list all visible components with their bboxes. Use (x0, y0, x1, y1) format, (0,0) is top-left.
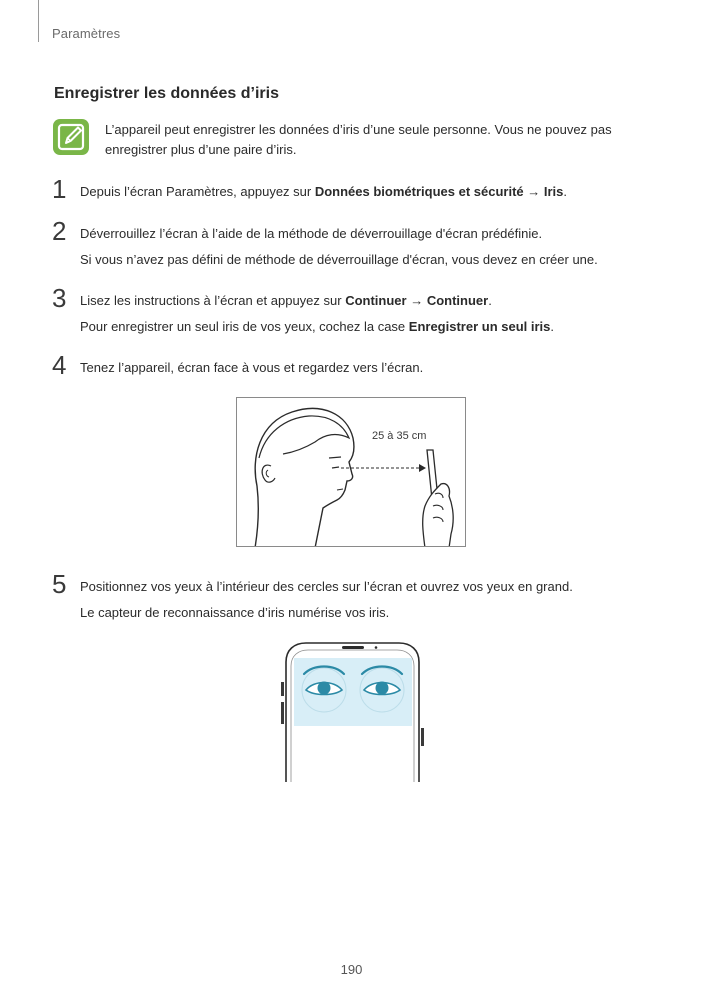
note-pencil-icon (52, 118, 90, 156)
step-3-line-2 (80, 318, 554, 336)
note-line-2: enregistrer plus d’une paire d’iris. (105, 142, 297, 157)
arrow-separator: → (523, 184, 544, 199)
step-number: 3 (52, 283, 67, 313)
header-title: Paramètres (52, 26, 121, 41)
arrow-separator: → (406, 293, 427, 308)
step-number: 4 (52, 350, 67, 380)
step-4-line-1: Tenez l’appareil, écran face à vous et regardez vers l’écran. (80, 360, 424, 375)
step-3-line-1 (80, 292, 492, 310)
step-text: Depuis l’écran Paramètres, appuyez sur (80, 184, 315, 199)
note-text (105, 120, 665, 160)
step-number: 5 (52, 569, 67, 599)
face-distance-illustration (236, 397, 466, 547)
volume-button (281, 682, 284, 696)
page-number: 190 (340, 962, 363, 977)
distance-label: 25 à 35 cm (372, 430, 427, 442)
menu-path-item: Données biométriques et sécurité (314, 184, 524, 199)
step-5-line-1: Positionnez vos yeux à l’intérieur des cercles sur l’écran et ouvrez vos yeux en grand. (80, 579, 573, 594)
step-text: . (563, 184, 567, 199)
step-number: 1 (52, 174, 67, 204)
step-2-line-2: Si vous n’avez pas défini de méthode de déverrouillage d'écran, vous devez en créer une. (80, 252, 598, 267)
right-eye-icon (376, 682, 389, 695)
phone-iris-scan-illustration (280, 640, 425, 782)
step-1-line-1 (80, 183, 567, 201)
step-text: . (550, 319, 555, 334)
left-eye-icon (318, 682, 331, 695)
step-2-line-1: Déverrouillez l’écran à l’aide de la méthode de déverrouillage d'écran prédéfinie. (80, 226, 543, 241)
note-line-1: L’appareil peut enregistrer les données d’iris d’une seule personne. Vous ne pouvez pas (105, 122, 612, 137)
step-text: Pour enregistrer un seul iris de vos yeux, cochez la case (80, 319, 409, 334)
step-5-line-2: Le capteur de reconnaissance d’iris numérise vos iris. (80, 605, 390, 620)
person-holding-phone-drawing (237, 398, 466, 547)
step-number: 2 (52, 216, 67, 246)
menu-path-item: Iris (543, 184, 564, 199)
section-title: Enregistrer les données d’iris (54, 85, 279, 102)
menu-path-item: Continuer (426, 293, 489, 308)
option-name: Enregistrer un seul iris (408, 319, 551, 334)
power-button (421, 728, 424, 746)
step-text: Lisez les instructions à l’écran et appuyez sur (80, 293, 346, 308)
header-rule (38, 0, 39, 42)
step-text: . (488, 293, 492, 308)
bixby-button (281, 702, 284, 724)
menu-path-item: Continuer (345, 293, 407, 308)
